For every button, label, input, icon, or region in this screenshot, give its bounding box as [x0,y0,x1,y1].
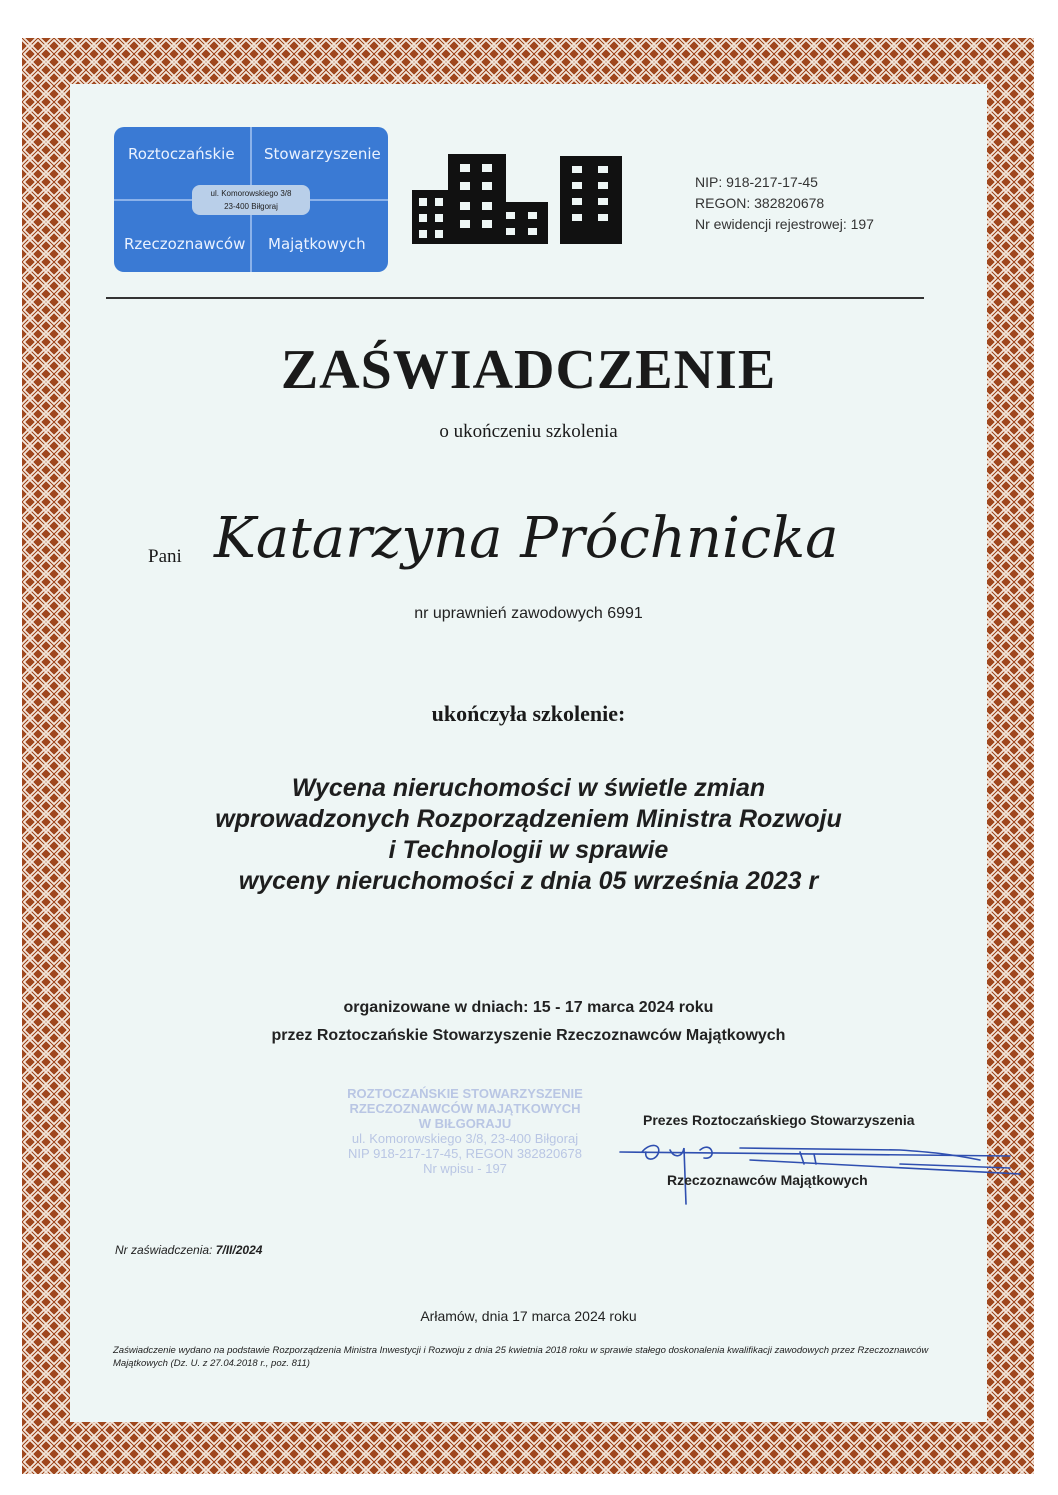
nip-number: NIP: 918-217-17-45 [695,174,818,190]
logo-word-4: Majątkowych [268,235,366,253]
regon-number: REGON: 382820678 [695,195,825,211]
organization-identifiers [695,172,874,235]
recipient-name: Katarzyna Próchnicka [214,506,839,571]
stamp-line: ROZTOCZAŃSKIE STOWARZYSZENIE [347,1086,583,1101]
logo-address [192,185,310,215]
buildings-icon [408,150,628,246]
course-line: wyceny nieruchomości z dnia 05 września 2023 r [238,867,819,895]
organization-stamp [300,1086,630,1176]
header-divider [106,297,924,299]
stamp-line: W BIŁGORAJU [418,1116,512,1131]
training-details [70,994,987,1050]
certificate-number-value: 7/II/2024 [215,1243,263,1257]
president-title: Prezes Roztoczańskiego Stowarzyszenia [643,1112,915,1128]
president-subtitle: Rzeczoznawców Majątkowych [667,1172,868,1188]
course-line: wprowadzonych Rozporządzeniem Ministra Rozwoju [215,805,842,833]
legal-note: Zaświadczenie wydano na podstawie Rozporządzenia Ministra Inwestycji i Rozwoju z dnia 25 kwietnia 2018 roku w sprawie stałego doskonalenia kwalifikacji zawodowych przez Rzeczoznawców Majątkowych (Dz. U. z 27.04.2018 r., poz. 811) [113,1345,929,1369]
training-dates: organizowane w dniach: 15 - 17 marca 2024 roku [343,999,714,1016]
certificate-title: ZAŚWIADCZENIE [280,339,777,401]
certificate-paper [70,84,987,1422]
registry-number: Nr ewidencji rejestrowej: 197 [695,216,874,232]
completed-label: ukończyła szkolenie: [431,701,626,726]
certificate-number [115,1243,262,1257]
handwritten-signature [600,1130,1030,1210]
stamp-line: Nr wpisu - 197 [423,1161,507,1176]
training-organizer: przez Roztoczańskie Stowarzyszenie Rzeczoznawców Majątkowych [271,1027,786,1044]
stamp-line: RZECZOZNAWCÓW MAJĄTKOWYCH [349,1101,581,1116]
logo-address-line-1: ul. Komorowskiego 3/8 [210,189,292,198]
association-logo [114,127,388,272]
logo-word-3: Rzeczoznawców [124,235,246,253]
logo-address-line-2: 23-400 Biłgoraj [224,202,278,211]
licence-number: nr uprawnień zawodowych 6991 [414,605,643,622]
logo-word-1: Roztoczańskie [128,145,235,163]
salutation: Pani [148,546,182,567]
stamp-line: ul. Komorowskiego 3/8, 23-400 Biłgoraj [351,1131,579,1146]
course-title [70,773,987,897]
course-line: i Technologii w sprawie [388,836,669,864]
certificate-number-label: Nr zaświadczenia: [115,1243,213,1257]
stamp-line: NIP 918-217-17-45, REGON 382820678 [348,1146,582,1161]
logo-word-2: Stowarzyszenie [264,145,381,163]
certificate-subtitle: o ukończeniu szkolenia [439,421,618,442]
course-line: Wycena nieruchomości w świetle zmian [291,774,766,802]
place-and-date: Arłamów, dnia 17 marca 2024 roku [420,1308,637,1324]
